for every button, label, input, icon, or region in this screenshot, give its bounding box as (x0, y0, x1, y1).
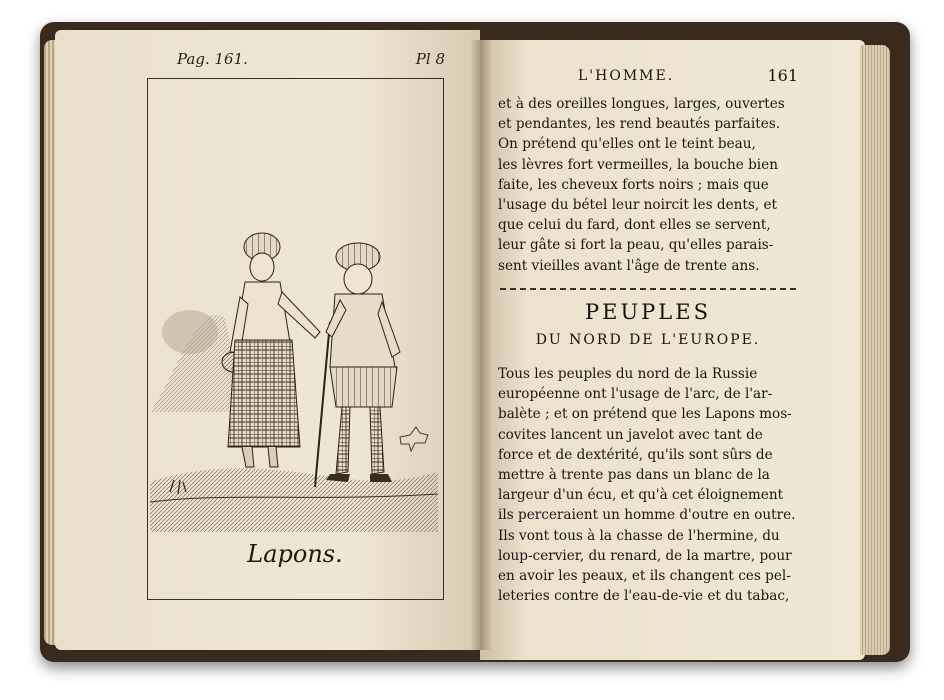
text-line: mettre à trente pas dans un blanc de la (498, 467, 770, 484)
plate-title: Lapons. (247, 540, 343, 568)
text-line: leteries contre de l'eau-de-vie et du tabac, (498, 588, 790, 605)
text-line: et pendantes, les rend beautés parfaites. (498, 116, 781, 133)
text-line: européenne ont l'usage de l'arc, de l'ar- (498, 386, 773, 403)
section-subtitle: DU NORD DE L'EUROPE. (535, 332, 761, 348)
walking-staff (315, 322, 330, 487)
text-line: faite, les cheveux forts noirs ; mais que (498, 176, 769, 193)
text-line: loup-cervier, du renard, de la martre, pour (498, 547, 792, 564)
book-gutter (470, 40, 492, 650)
text-line: sent vieilles avant l'âge de trente ans. (498, 257, 760, 274)
man-figure (326, 243, 400, 482)
woman-figure (222, 233, 320, 467)
engraving-illustration (150, 82, 438, 532)
text-line: l'usage du bétel leur noircit les dents, et (498, 197, 777, 214)
text-line: Tous les peuples du nord de la Russie (498, 366, 758, 382)
page-number: 161 (767, 66, 798, 85)
text-line: largeur d'un écu, et qu'à cet éloignement (498, 487, 784, 504)
page-edges-right (860, 45, 890, 655)
section-title: PEUPLES (585, 300, 711, 324)
text-line: covites lancent un javelot avec tant de (498, 426, 763, 443)
text-line: et à des oreilles longues, larges, ouvertes (498, 96, 785, 112)
plate-header (135, 50, 445, 72)
text-line: On prétend qu'elles ont le teint beau, (498, 136, 756, 153)
text-line: Ils vont tous à la chasse de l'hermine, du (498, 527, 780, 544)
running-head-title: L'HOMME. (578, 68, 675, 84)
paragraph-2 (498, 364, 798, 606)
text-line: force et de dextérité, qu'ils sont sûrs de (498, 446, 773, 463)
reindeer-figure (400, 427, 428, 451)
section-divider (500, 288, 796, 290)
text-line: que celui du fard, dont elles se servent, (498, 217, 771, 234)
plate-number: Pl 8 (415, 50, 445, 68)
text-line: ils perceraient un homme d'outre en outre. (498, 507, 796, 524)
ground (150, 468, 438, 532)
text-line: en avoir les peaux, et ils changent ces pel- (498, 568, 791, 585)
plate-page-reference: Pag. 161. (177, 50, 248, 68)
running-head (498, 68, 798, 90)
text-line: balète ; et on prétend que les Lapons mos- (498, 406, 792, 423)
smoke-cloud (162, 310, 218, 354)
text-line: leur gâte si fort la peau, qu'elles parais- (498, 237, 774, 254)
text-line: les lèvres fort vermeilles, la bouche bien (498, 156, 778, 173)
paragraph-1 (498, 94, 798, 276)
